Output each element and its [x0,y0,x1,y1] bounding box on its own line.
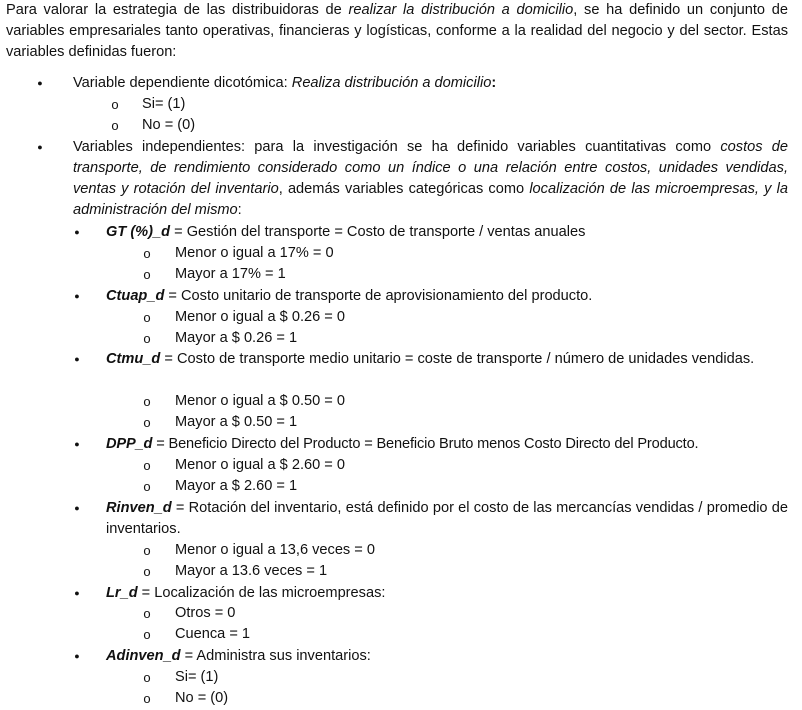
circle-bullet-icon: o [143,543,151,558]
circle-bullet-icon: o [143,627,151,642]
variable-item [106,222,585,243]
variable-code: Ctuap_d [106,288,165,304]
bullet-icon [70,286,84,307]
circle-bullet-icon: o [143,479,151,494]
variable-option: Mayor a $ 0.50 = 1 [175,414,298,430]
bullet-icon [70,646,84,667]
variable-option: No = (0) [175,690,229,706]
variable-description: = Rotación del inventario, está definido por el costo de las mercancías vendidas / promedio de inventarios. [106,500,788,537]
variable-description: = Beneficio Directo del Producto = Beneficio Bruto menos Costo Directo del Producto. [152,436,699,452]
variable-code: Ctmu_d [106,351,161,367]
circle-bullet-icon: o [111,118,119,133]
circle-bullet-icon: o [143,458,151,473]
circle-bullet-icon: o [143,606,151,621]
bullet-icon [33,73,47,94]
bullet-icon [33,137,47,158]
variable-code: Rinven_d [106,500,172,516]
variable-option: Menor o igual a 13,6 veces = 0 [175,542,375,558]
circle-bullet-icon: o [143,564,151,579]
variable-option: Si= (1) [175,669,219,685]
variable-description: = Gestión del transporte = Costo de transporte / ventas anuales [170,224,586,240]
circle-bullet-icon: o [143,267,151,282]
variable-option: Mayor a 13.6 veces = 1 [175,563,328,579]
variable-description: = Localización de las microempresas: [137,585,386,601]
bullet-icon [70,498,84,519]
variable-option: Mayor a $ 2.60 = 1 [175,478,298,494]
dependent-variable-label: Variable dependiente dicotómica: Realiza distribución a domicilio: [73,75,497,91]
circle-bullet-icon: o [143,670,151,685]
bullet-icon [70,434,84,455]
variable-option: Mayor a 17% = 1 [175,266,286,282]
variable-item [106,646,371,667]
dependent-option: Si= (1) [142,96,186,112]
variable-option: Menor o igual a $ 2.60 = 0 [175,457,345,473]
bullet-icon [70,349,84,370]
circle-bullet-icon: o [111,97,119,112]
circle-bullet-icon: o [143,394,151,409]
circle-bullet-icon: o [143,691,151,706]
variable-option: Cuenca = 1 [175,626,251,642]
variable-option: Menor o igual a $ 0.50 = 0 [175,393,345,409]
variable-item [106,349,788,370]
variable-item [106,583,385,604]
dependent-option: No = (0) [142,117,196,133]
variable-option: Menor o igual a 17% = 0 [175,245,334,261]
variable-item [106,286,592,307]
variable-option: Menor o igual a $ 0.26 = 0 [175,309,345,325]
variable-code: GT (%)_d [106,224,171,240]
circle-bullet-icon: o [143,331,151,346]
intro-paragraph [6,0,788,63]
variable-description: = Costo unitario de transporte de aprovisionamiento del producto. [164,288,593,304]
bullet-icon [70,222,84,243]
independent-variables-paragraph: Variables independientes: para la investigación se ha definido variables cuantitativas como costos de transporte, de rendimiento considerado como un índice o una relación entre costos, unidades vendidas, ventas y rotación del inventario, además variables categóricas como localización de las microempresas, y la administración del mismo: [73,139,789,218]
variable-description: = Administra sus inventarios: [180,648,371,664]
circle-bullet-icon: o [143,246,151,261]
circle-bullet-icon: o [143,415,151,430]
bullet-icon [70,583,84,604]
variable-description: = Costo de transporte medio unitario = coste de transporte / número de unidades vendidas. [160,351,755,367]
intro-text-2: , se ha definido un conjunto de variables empresariales tanto operativas, financieras y logísticas, conforme a la realidad del negocio y del sector. Estas variables definidas fueron: [6,2,788,60]
intro-emphasis: realizar la distribución a domicilio [348,2,574,18]
variable-item [106,498,788,540]
variable-code: Lr_d [106,585,138,601]
variable-code: Adinven_d [106,648,181,664]
variable-option: Mayor a $ 0.26 = 1 [175,330,298,346]
variable-code: DPP_d [106,436,153,452]
variable-item [106,434,698,455]
variable-option: Otros = 0 [175,605,236,621]
intro-text-1: Para valorar la estrategia de las distribuidoras de [6,2,349,18]
circle-bullet-icon: o [143,310,151,325]
